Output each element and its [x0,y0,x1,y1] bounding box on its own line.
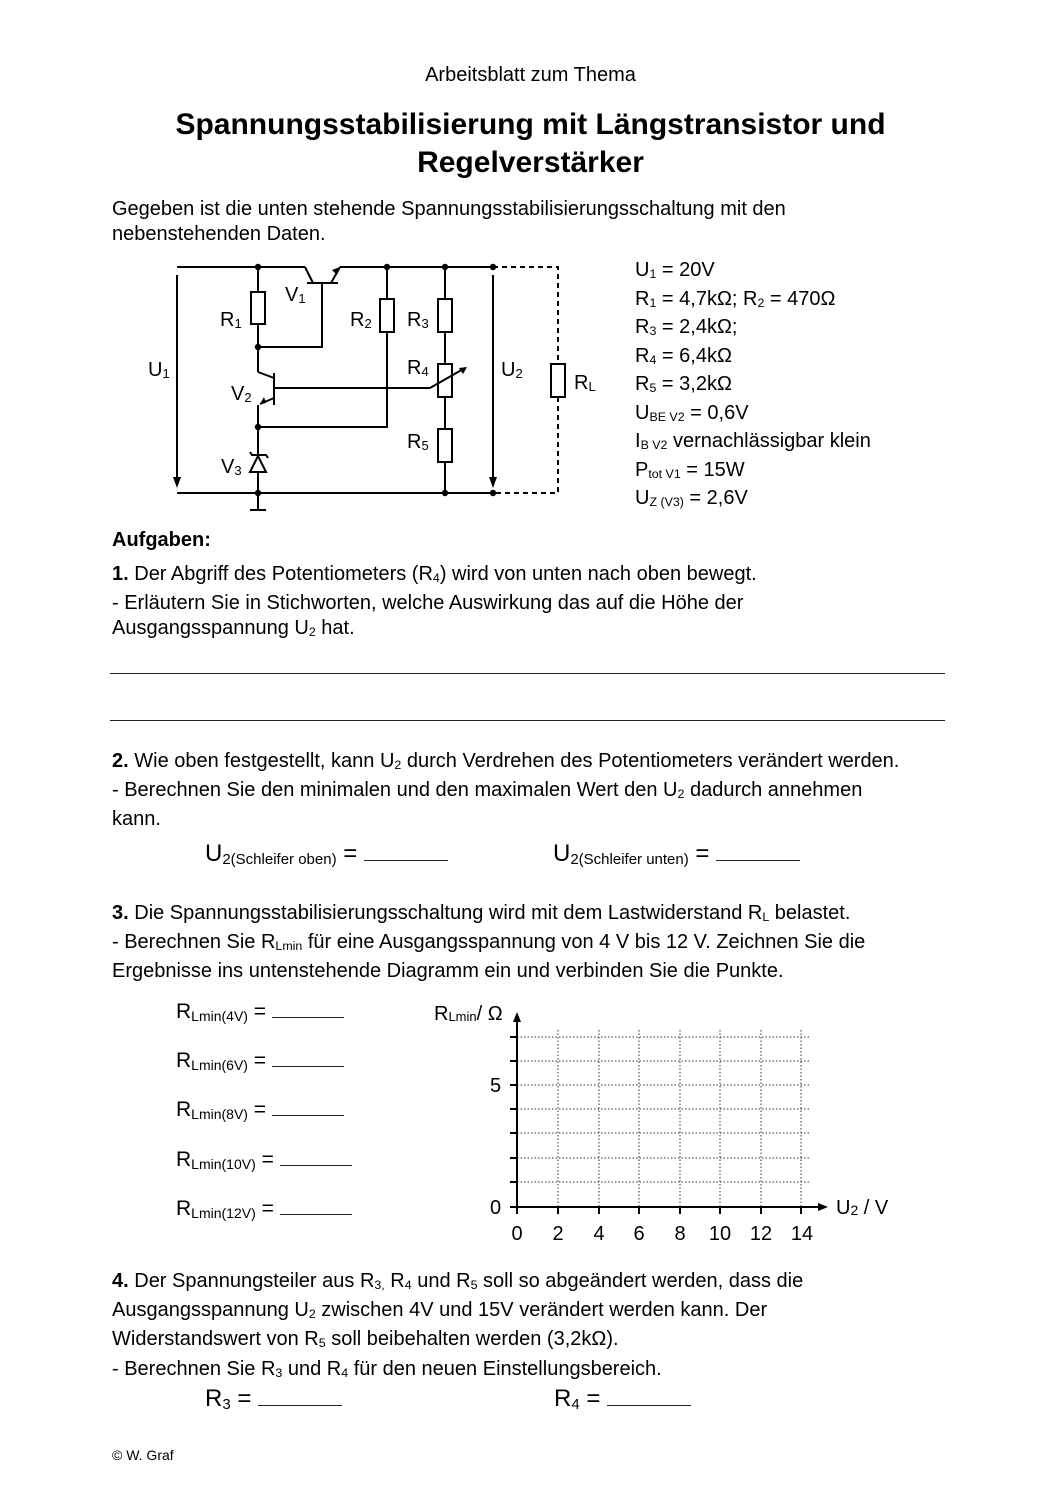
worksheet-kicker: Arbeitsblatt zum Thema [425,64,636,86]
answer-blank[interactable] [607,1404,691,1406]
x-tick: 2 [552,1223,564,1245]
rlmin-10v: RLmin(10V) = [176,1148,352,1172]
rlmin-chart[interactable] [420,995,900,1255]
given-Ptot: Ptot V1 = 15W [635,458,745,481]
label-V2: V2 [231,383,252,405]
chart-grid [517,1030,810,1207]
answer-blank[interactable] [272,1016,344,1018]
answer-blank[interactable] [280,1164,352,1166]
task-2-answer-upper: U2(Schleifer oben) = [205,840,448,868]
x-tick: 10 [708,1223,732,1245]
given-UBE: UBE V2 = 0,6V [635,401,749,424]
label-R1: R1 [220,309,242,331]
task-4-answer-R4: R4 = [554,1385,691,1413]
title-line-1: Spannungsstabilisierung mit Längstransistor und [175,108,886,141]
rlmin-12v: RLmin(12V) = [176,1197,352,1221]
given-U1: U1 = 20V [635,259,715,282]
given-IB: IB V2 vernachlässigbar klein [635,430,871,453]
label-RL: RL [574,372,596,394]
intro-line-2: nebenstehenden Daten. [112,223,326,245]
x-tick: 4 [593,1223,605,1245]
rlmin-4v: RLmin(4V) = [176,1000,344,1024]
x-tick: 6 [633,1223,645,1245]
task-4: 4. Der Spannungsteiler aus R3, R4 und R5 soll so abgeändert werden, dass die Ausgangsspannung U2 zwischen 4V und 15V verändert werden kann. Der Widerstandswert von R5 soll beibehalten werden (3,2kΩ). - Berechnen Sie R3 und R4 für den neuen Einstellungsbereich. [112,1270,804,1380]
given-R1-R2: R1 = 4,7kΩ; R2 = 470Ω [635,287,836,310]
tasks-heading: Aufgaben: [112,529,211,551]
answer-blank[interactable] [280,1213,352,1215]
title-line-2: Regelverstärker [417,146,644,179]
answer-blank[interactable] [272,1065,344,1067]
chart-axes [510,1020,820,1214]
task-3: 3. Die Spannungsstabilisierungsschaltung wird mit dem Lastwiderstand RL belastet. - Berechnen Sie RLmin für eine Ausgangsspannung von 4 V bis 12 V. Zeichnen Sie die Ergebnisse ins untenstehende Diagramm ein und verbinden Sie die Punkte. [112,902,866,983]
answer-blank[interactable] [258,1404,342,1406]
x-tick: 8 [674,1223,686,1245]
copyright: © W. Graf [112,1447,174,1463]
answer-blank[interactable] [272,1114,344,1116]
label-V1: V1 [285,284,306,306]
label-R4: R4 [407,357,429,379]
task-2-answer-lower: U2(Schleifer unten) = [553,840,800,868]
label-R5: R5 [407,431,429,453]
answer-blank[interactable] [716,859,800,861]
label-V3: V3 [221,456,242,478]
y-tick-0: 0 [490,1197,502,1219]
x-tick: 14 [790,1223,814,1245]
label-U1: U1 [148,359,170,381]
x-tick: 0 [511,1223,523,1245]
x-axis-arrow-icon [818,1203,828,1211]
x-axis-label: U2 / V [836,1197,889,1219]
task-1-answer-line-1[interactable] [110,673,945,674]
given-R4: R4 = 6,4kΩ [635,344,732,367]
label-R3: R3 [407,309,429,331]
given-UZ: UZ (V3) = 2,6V [635,487,748,510]
y-axis-arrow-icon [513,1012,521,1022]
rlmin-8v: RLmin(8V) = [176,1098,344,1122]
given-data-list [635,258,871,515]
y-axis-label: RLmin/ Ω [434,1003,503,1025]
answer-blank[interactable] [364,859,448,861]
label-U2: U2 [501,359,523,381]
circuit-diagram [0,0,620,520]
task-4-answer-R3: R3 = [205,1385,342,1413]
intro-line-1: Gegeben ist die unten stehende Spannungsstabilisierungsschaltung mit den [112,198,786,220]
task-2: 2. Wie oben festgestellt, kann U2 durch Verdrehen des Potentiometers verändert werden. - Berechnen Sie den minimalen und den maximalen Wert den U2 dadurch annehmen kann. [112,750,900,831]
y-tick-5: 5 [490,1075,502,1097]
label-R2: R2 [350,309,372,331]
rlmin-6v: RLmin(6V) = [176,1049,344,1073]
x-tick: 12 [749,1223,773,1245]
task-1-answer-line-2[interactable] [110,720,945,721]
given-R5: R5 = 3,2kΩ [635,373,732,396]
task-1: 1. Der Abgriff des Potentiometers (R4) wird von unten nach oben bewegt. - Erläutern Sie in Stichworten, welche Auswirkung das auf die Höhe der Ausgangsspannung U2 hat. [112,563,757,640]
given-R3: R3 = 2,4kΩ; [635,316,738,339]
